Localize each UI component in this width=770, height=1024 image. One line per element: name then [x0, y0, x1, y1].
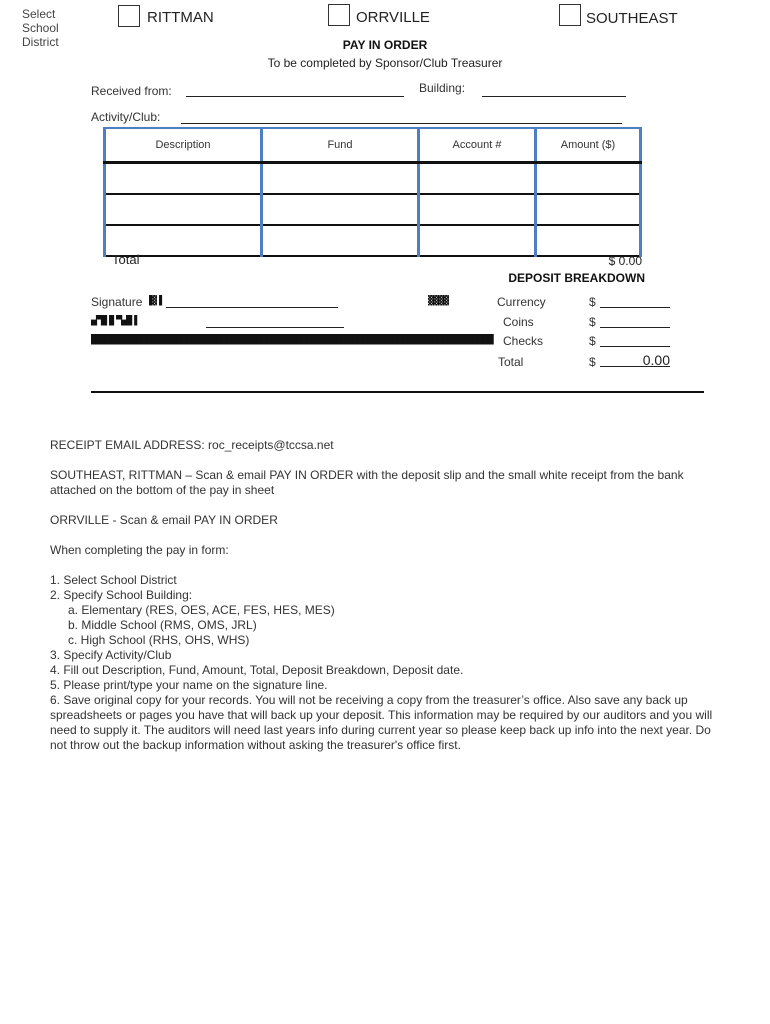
received-from-input[interactable]	[186, 84, 404, 98]
southeast-rittman-instructions: SOUTHEAST, RITTMAN – Scan & email PAY IN ORDER with the deposit slip and the small white receipt from the bank attached on the bottom of the pay in sheet	[50, 468, 684, 497]
account-cell[interactable]	[419, 194, 536, 225]
fund-cell[interactable]	[262, 225, 419, 256]
form-title: PAY IN ORDER	[342, 38, 428, 52]
received-from-label: Received from:	[91, 84, 172, 98]
building-field-line[interactable]	[482, 82, 626, 97]
amount-cell[interactable]	[536, 225, 641, 256]
amount-cell[interactable]	[536, 163, 641, 195]
account-cell[interactable]	[419, 163, 536, 195]
signature-field-line[interactable]	[166, 293, 338, 308]
form-subtitle: To be completed by Sponsor/Club Treasurer	[267, 56, 503, 70]
steps-list	[50, 573, 720, 753]
amount-cell[interactable]	[536, 194, 641, 225]
list-item: c. High School (RHS, OHS, WHS)	[68, 633, 250, 647]
coins-dollar-sign: $	[589, 315, 596, 329]
rittman-label: RITTMAN	[147, 9, 214, 26]
list-item: 3. Specify Activity/Club	[50, 648, 172, 662]
signature-label: Signature	[91, 295, 143, 309]
currency-dollar-sign: $	[589, 295, 596, 309]
deposit-total-dollar-sign: $	[589, 355, 596, 369]
list-item: b. Middle School (RMS, OMS, JRL)	[68, 618, 257, 632]
activity-field-line[interactable]	[181, 109, 622, 124]
orrville-label: ORRVILLE	[356, 9, 430, 26]
account-cell[interactable]	[419, 225, 536, 256]
table-total-amount: $ 0.00	[608, 254, 642, 268]
section-divider	[91, 391, 704, 393]
col-amount-header: Amount ($)	[536, 128, 641, 163]
activity-input[interactable]	[181, 111, 622, 125]
southeast-label: SOUTHEAST	[586, 10, 678, 27]
received-from-field-line[interactable]	[186, 82, 404, 97]
col-account-header: Account #	[419, 128, 536, 163]
list-item: a. Elementary (RES, OES, ACE, FES, HES, MES)	[68, 603, 335, 617]
currency-input[interactable]	[600, 295, 670, 309]
date-input[interactable]	[206, 315, 344, 329]
currency-label: Currency	[497, 295, 546, 309]
garbled-glyphs: ▐▓▐	[146, 295, 162, 306]
orrville-instructions: ORRVILLE - Scan & email PAY IN ORDER	[50, 513, 278, 527]
select-label-line: District	[22, 35, 59, 49]
checks-label: Checks	[503, 334, 544, 348]
deposit-breakdown-title: DEPOSIT BREAKDOWN	[508, 271, 645, 285]
table-row	[105, 225, 641, 256]
building-input[interactable]	[482, 84, 626, 98]
deposit-total-value[interactable]: 0.00	[600, 352, 670, 367]
coins-input[interactable]	[600, 315, 670, 329]
when-completing-heading: When completing the pay in form:	[50, 543, 229, 557]
receipt-email: RECEIPT EMAIL ADDRESS: roc_receipts@tccsa.net	[50, 438, 334, 452]
description-cell[interactable]	[105, 163, 262, 195]
rittman-checkbox[interactable]	[118, 5, 140, 27]
list-item: 4. Fill out Description, Fund, Amount, Total, Deposit Breakdown, Deposit date.	[50, 663, 464, 677]
currency-field-line[interactable]	[600, 293, 670, 308]
list-item: 2. Specify School Building:	[50, 588, 193, 602]
activity-label: Activity/Club:	[91, 110, 161, 124]
southeast-checkbox[interactable]	[559, 4, 581, 26]
col-fund-header: Fund	[262, 128, 419, 163]
checks-field-line[interactable]	[600, 332, 670, 347]
date-field-line[interactable]	[206, 313, 344, 328]
table-row	[105, 194, 641, 225]
coins-label: Coins	[503, 315, 534, 329]
table-total-label: Total	[112, 252, 140, 267]
col-description-header: Description	[105, 128, 262, 163]
coins-field-line[interactable]	[600, 313, 670, 328]
garbled-glyphs: ▓▓▓▓	[428, 295, 449, 306]
garbled-label-3: ████████████████████████████████████████████████████████████████████████████████	[91, 334, 493, 345]
select-label-line: Select	[22, 7, 56, 21]
select-label-line: School	[22, 21, 59, 35]
building-label: Building:	[419, 81, 466, 95]
list-item: 6. Save original copy for your records. You will not be receiving a copy from the treasurer’s office. Also save any back up spreadsheets or pages you have that will back up your deposit. This information may be required by our auditors and you will need to supply it. The auditors will need last years info during current year so please keep back up info into the next year. Do not throw out the backup information without asking the treasurer's office first.	[50, 693, 713, 752]
list-item: 5. Please print/type your name on the signature line.	[50, 678, 328, 692]
garbled-label-2: ▄▀█▐▌▀▄█▐	[91, 315, 137, 326]
fund-cell[interactable]	[262, 163, 419, 195]
fund-cell[interactable]	[262, 194, 419, 225]
pay-table	[103, 127, 642, 257]
signature-input[interactable]	[166, 295, 338, 309]
checks-dollar-sign: $	[589, 334, 596, 348]
table-header-row	[105, 128, 641, 163]
checks-input[interactable]	[600, 334, 670, 348]
orrville-checkbox[interactable]	[328, 4, 350, 26]
table-row	[105, 163, 641, 195]
description-cell[interactable]	[105, 194, 262, 225]
deposit-total-label: Total	[498, 355, 524, 369]
list-item: 1. Select School District	[50, 573, 177, 587]
